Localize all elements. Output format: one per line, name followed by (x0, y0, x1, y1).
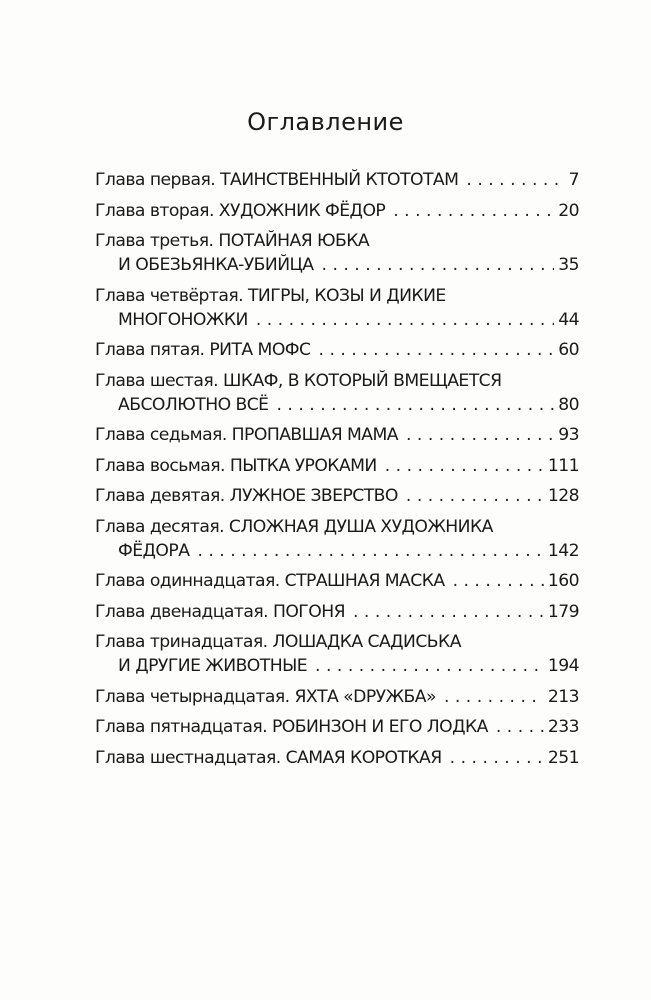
toc-entry-title (95, 515, 579, 539)
chapter-title-text: Глава пятнадцатая. РОБИНЗОН И ЕГО ЛОДКА (95, 717, 488, 737)
dot-leader (453, 569, 544, 593)
chapter-title-text: Глава одиннадцатая. СТРАШНАЯ МАСКА (95, 571, 445, 591)
chapter-title-text: Глава десятая. СЛОЖНАЯ ДУША ХУДОЖНИКА (95, 516, 493, 537)
page-title: Оглавление (247, 108, 404, 136)
page-number: 160 (547, 571, 579, 591)
toc-entry-title (95, 685, 579, 709)
dot-leader (319, 338, 555, 362)
toc-entry (95, 369, 579, 417)
page-number: 213 (547, 686, 579, 707)
toc-entry (95, 600, 579, 624)
toc-entry-title (95, 168, 579, 192)
toc-entry (95, 630, 579, 678)
toc-entry (95, 199, 579, 223)
toc-entry-title (95, 229, 579, 253)
chapter-title-text: Глава шестнадцатая. САМАЯ КОРОТКАЯ (95, 747, 442, 768)
toc-entry (95, 569, 579, 593)
dot-leader (393, 199, 554, 223)
toc-entry-title-continuation (95, 308, 579, 332)
page-number: 233 (547, 717, 579, 737)
dot-leader (385, 454, 544, 478)
chapter-title-text: Глава первая. ТАИНСТВЕННЫЙ КТОТОТАМ (95, 170, 459, 190)
toc-entry-title (95, 454, 579, 478)
chapter-title-text: Глава пятая. РИТА МОФС (95, 340, 311, 360)
toc-entry-title (95, 715, 579, 739)
page-number: 194 (547, 656, 579, 676)
chapter-title-text: Глава седьмая. ПРОПАВШАЯ МАМА (95, 425, 398, 445)
toc-entry-title-continuation (95, 393, 579, 417)
dot-leader (406, 423, 554, 447)
chapter-title-text: МНОГОНОЖКИ (118, 309, 248, 330)
dot-leader (496, 715, 544, 739)
toc-entry (95, 338, 579, 362)
chapter-title-text: Глава восьмая. ПЫТКА УРОКАМИ (95, 455, 377, 476)
chapter-title-text: Глава третья. ПОТАЙНАЯ ЮБКА (95, 231, 370, 251)
dot-leader (322, 253, 555, 277)
chapter-title-text: ФЁДОРА (118, 540, 190, 561)
page-number: 44 (558, 309, 579, 330)
page-number: 7 (568, 170, 579, 190)
toc-entry (95, 484, 579, 508)
toc-entry-title-continuation (95, 539, 579, 563)
dot-leader (406, 484, 544, 508)
dot-leader (450, 746, 544, 770)
toc-entry-title (95, 423, 579, 447)
toc-entry-title (95, 369, 579, 393)
chapter-title-text: И ОБЕЗЬЯНКА-УБИЙЦА (118, 255, 314, 275)
dot-leader (353, 600, 544, 624)
toc-entry-title (95, 199, 579, 223)
toc-entry-title (95, 600, 579, 624)
page-number: 35 (558, 255, 579, 275)
page-number: 80 (558, 394, 579, 415)
chapter-title-text: Глава девятая. ЛУЖНОЕ ЗВЕРСТВО (95, 486, 398, 506)
table-of-contents (95, 168, 579, 776)
chapter-title-text: И ДРУГИЕ ЖИВОТНЫЕ (118, 656, 308, 676)
chapter-title-text: Глава шестая. ШКАФ, В КОТОРЫЙ ВМЕЩАЕТСЯ (95, 370, 502, 391)
page-number: 179 (547, 601, 579, 622)
toc-entry-title (95, 338, 579, 362)
dot-leader (444, 685, 544, 709)
toc-entry-title (95, 484, 579, 508)
toc-entry-title (95, 284, 579, 308)
toc-entry (95, 168, 579, 192)
page-number: 142 (547, 540, 579, 561)
toc-entry (95, 423, 579, 447)
toc-entry (95, 284, 579, 332)
page-number: 251 (547, 747, 579, 768)
dot-leader (197, 539, 543, 563)
toc-entry (95, 515, 579, 563)
page-number: 111 (547, 455, 579, 476)
toc-entry (95, 454, 579, 478)
toc-entry-title (95, 569, 579, 593)
toc-entry-title (95, 630, 579, 654)
page-number: 128 (547, 486, 579, 506)
toc-entry (95, 746, 579, 770)
toc-entry (95, 685, 579, 709)
chapter-title-text: Глава двенадцатая. ПОГОНЯ (95, 601, 345, 622)
toc-entry-title-continuation (95, 253, 579, 277)
chapter-title-text: Глава четырнадцатая. ЯХТА «DРУЖБА» (95, 686, 436, 707)
chapter-title-text: АБСОЛЮТНО ВСЁ (118, 394, 269, 415)
toc-entry-title (95, 746, 579, 770)
page-number: 93 (558, 425, 579, 445)
chapter-title-text: Глава тринадцатая. ЛОШАДКА САДИСЬКА (95, 632, 461, 652)
dot-leader (256, 308, 554, 332)
toc-entry (95, 229, 579, 277)
toc-entry-title-continuation (95, 654, 579, 678)
dot-leader (466, 168, 564, 192)
dot-leader (315, 654, 544, 678)
chapter-title-text: Глава вторая. ХУДОЖНИК ФЁДОР (95, 200, 386, 221)
chapter-title-text: Глава четвёртая. ТИГРЫ, КОЗЫ И ДИКИЕ (95, 285, 446, 306)
page-number: 20 (558, 200, 579, 221)
page-number: 60 (558, 340, 579, 360)
toc-entry (95, 715, 579, 739)
dot-leader (276, 393, 554, 417)
